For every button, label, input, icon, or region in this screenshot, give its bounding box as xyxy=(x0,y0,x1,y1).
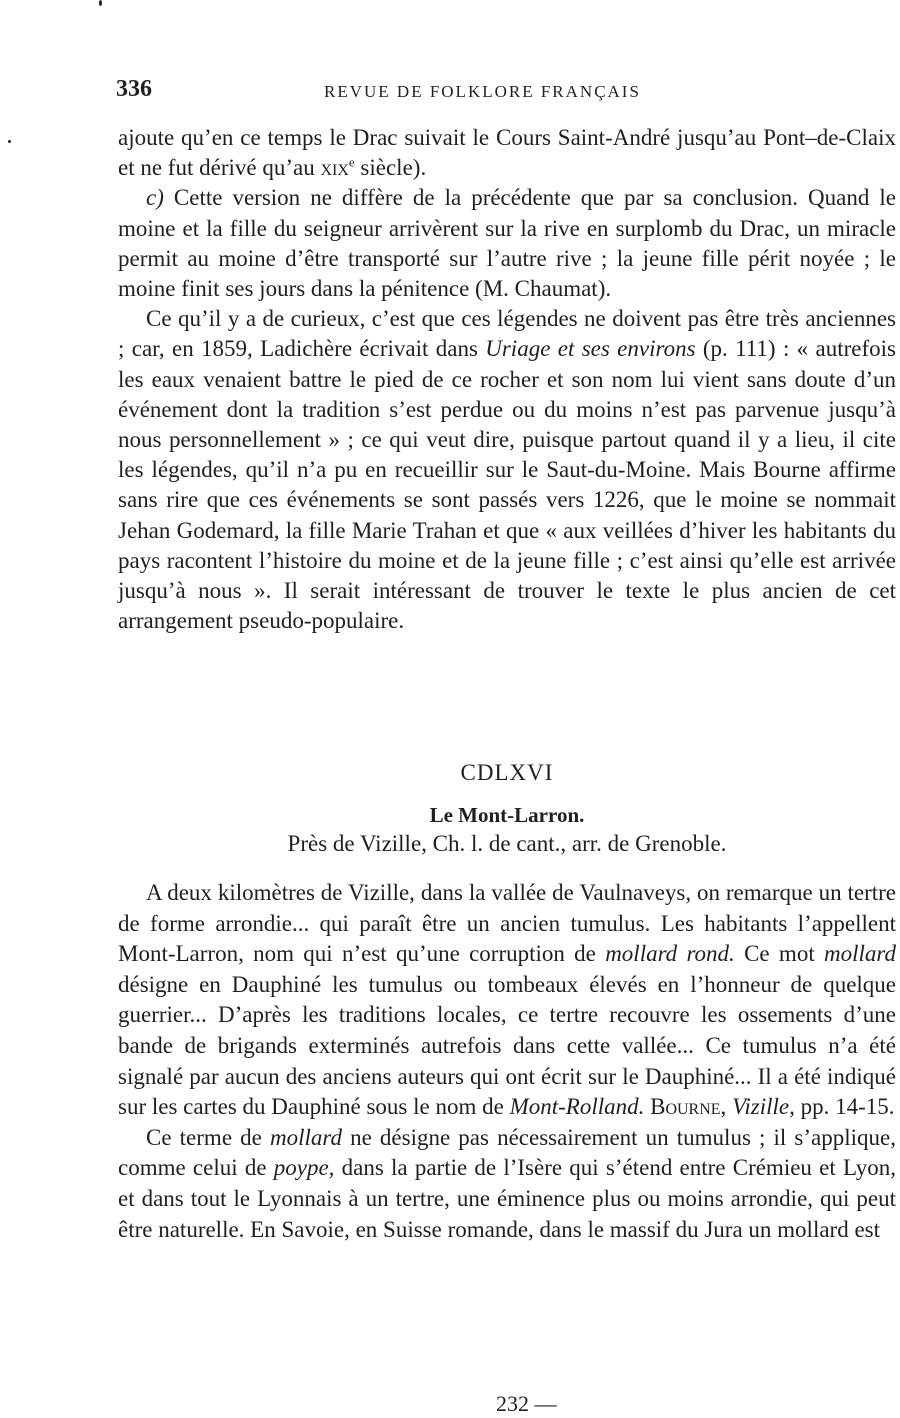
paragraph: Ce qu’il y a de curieux, c’est que ces légendes ne doivent pas être très anciennes ; car, en 1859, Ladichère écrivait dans Uriage et ses environs (p. 111) : « autrefois les eaux venaient battre le pied de ce rocher et son nom lui vient sans doute d’un événement dont la tradition s’est perdue ou du moins n’est pas parvenue jusqu’à nous personnellement » ; ce qui veut dire, puisque partout quand il y a lieu, il cite les légendes, qu’il n’a pu en recueillir sur le Saut-du-Moine. Mais Bourne affirme sans rire que ces événements se sont passés vers 1226, que le moine se nommait Jehan Godemard, la fille Marie Trahan et que « aux veillées d’hiver les habitants du pays racontent l’histoire du moine et de la jeune fille ; c’est ainsi qu’elle est arrivée jusqu’à nous ». Il serait intéressant de trouver le texte le plus ancien de cet arrangement pseudo-populaire. xyxy=(118,306,896,634)
section-number: CDLXVI xyxy=(460,760,554,785)
body-text-top xyxy=(118,123,896,636)
page-number: 336 xyxy=(116,76,152,102)
paragraph: ajoute qu’en ce temps le Drac suivait le Cours Saint-André jusqu’au Pont–de-Claix et ne fut dérivé qu’au xix$^e$ siècle). xyxy=(118,125,896,181)
section-location: Près de Vizille, Ch. l. de cant., arr. de Grenoble. xyxy=(287,831,727,856)
running-title: REVUE DE FOLKLORE FRANÇAIS xyxy=(324,82,641,101)
section-title: Le Mont-Larron. xyxy=(429,803,585,827)
ink-speck xyxy=(8,140,11,143)
paragraph: A deux kilomètres de Vizille, dans la vallée de Vaulnaveys, on remarque un tertre de forme arrondie... qui paraît être un ancien tumulus. Les habitants l’appellent Mont-Larron, nom qui n’est qu’une corruption de mollard rond. Ce mot mollard désigne en Dauphiné les tumulus ou tombeaux élevés en l’honneur de quelque guerrier... D’après les traditions locales, ce tertre recouvre les ossements d’une bande de brigands exterminés autrefois dans cette vallée... Ce tumulus n’a été signalé par aucun des anciens auteurs qui ont écrit sur le Dauphiné... Il a été indiqué sur les cartes du Dauphiné sous le nom de Mont-Rolland. Bourne, Vizille, pp. 14-15. xyxy=(118,880,896,1120)
running-header xyxy=(116,76,898,108)
folio-number: 232 — xyxy=(496,1391,557,1416)
paragraph: c) Cette version ne diffère de la précédente que par sa conclusion. Quand le moine et la fille du seigneur arrivèrent sur la rive en surplomb du Drac, un miracle permit au moine d’être transporté sur l’autre rive ; la jeune fille périt noyée ; le moine finit ses jours dans la pénitence (M. Chaumat). xyxy=(118,185,896,302)
body-text-bottom xyxy=(118,878,896,1245)
paragraph: Ce terme de mollard ne désigne pas nécessairement un tumulus ; il s’applique, comme celui de poype, dans la partie de l’Isère qui s’étend entre Crémieu et Lyon, et dans tout le Lyonnais à un tertre, une éminence plus ou moins arrondie, qui peut être naturelle. En Savoie, en Suisse romande, dans le massif du Jura un mollard est xyxy=(118,1124,896,1242)
ink-speck xyxy=(99,0,102,6)
